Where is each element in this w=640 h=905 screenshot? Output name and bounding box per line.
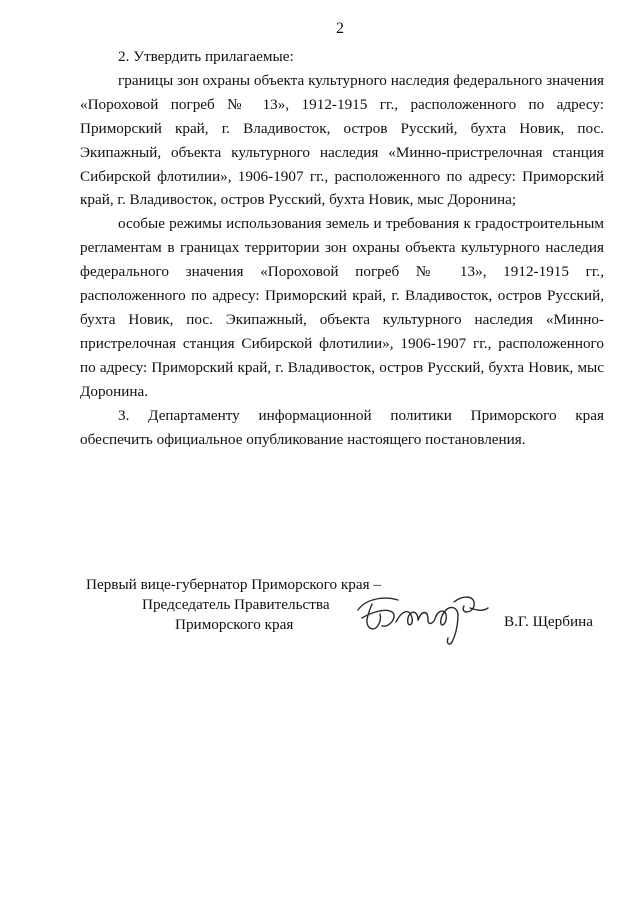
page-number: 2	[336, 20, 344, 37]
paragraph-protection-zones: границы зон охраны объекта культурного наследия федерального значения «Пороховой погреб № 13», 1912-1915 гг., расположенного по адресу: Приморский край, г. Владивосток, остров Русский, бухта Новик, пос. Экипажный, объекта культурного наследия «Минно-пристрелочная станция Сибирской флотилии», 1906-1907 гг., расположенного по адресу: Приморский край, г. Владивосток, остров Русский, бухта Новик, мыс Доронина;	[80, 71, 604, 209]
signer-position-line-1: Первый вице-губернатор Приморского края –	[86, 576, 381, 593]
signer-position-line-3: Приморского края	[175, 616, 294, 633]
paragraph-item-2-heading: 2. Утвердить прилагаемые:	[118, 48, 294, 65]
handwritten-signature	[352, 588, 502, 648]
paragraph-land-use-regimes: особые режимы использования земель и требования к градостроительным регламентам в границах территории зон охраны объекта культурного наследия федерального значения «Пороховой погреб № 13», 1912-1915 гг., расположенного по адресу: Приморский край, г. Владивосток, остров Русский, бухта Новик, пос. Экипажный, объекта культурного наследия «Минно-пристрелочная станция Сибирской флотилии», 1906-1907 гг., расположенного по адресу: Приморский край, г. Владивосток, остров Русский, бухта Новик, мыс Доронина.	[80, 215, 604, 400]
document-body	[80, 45, 604, 451]
signature-block	[86, 574, 616, 654]
paragraph-item-3-publication: 3. Департаменту информационной политики Приморского края обеспечить официальное опубликование настоящего постановления.	[80, 406, 604, 448]
signer-name: В.Г. Щербина	[504, 613, 593, 630]
signer-position-line-2: Председатель Правительства	[142, 596, 330, 613]
